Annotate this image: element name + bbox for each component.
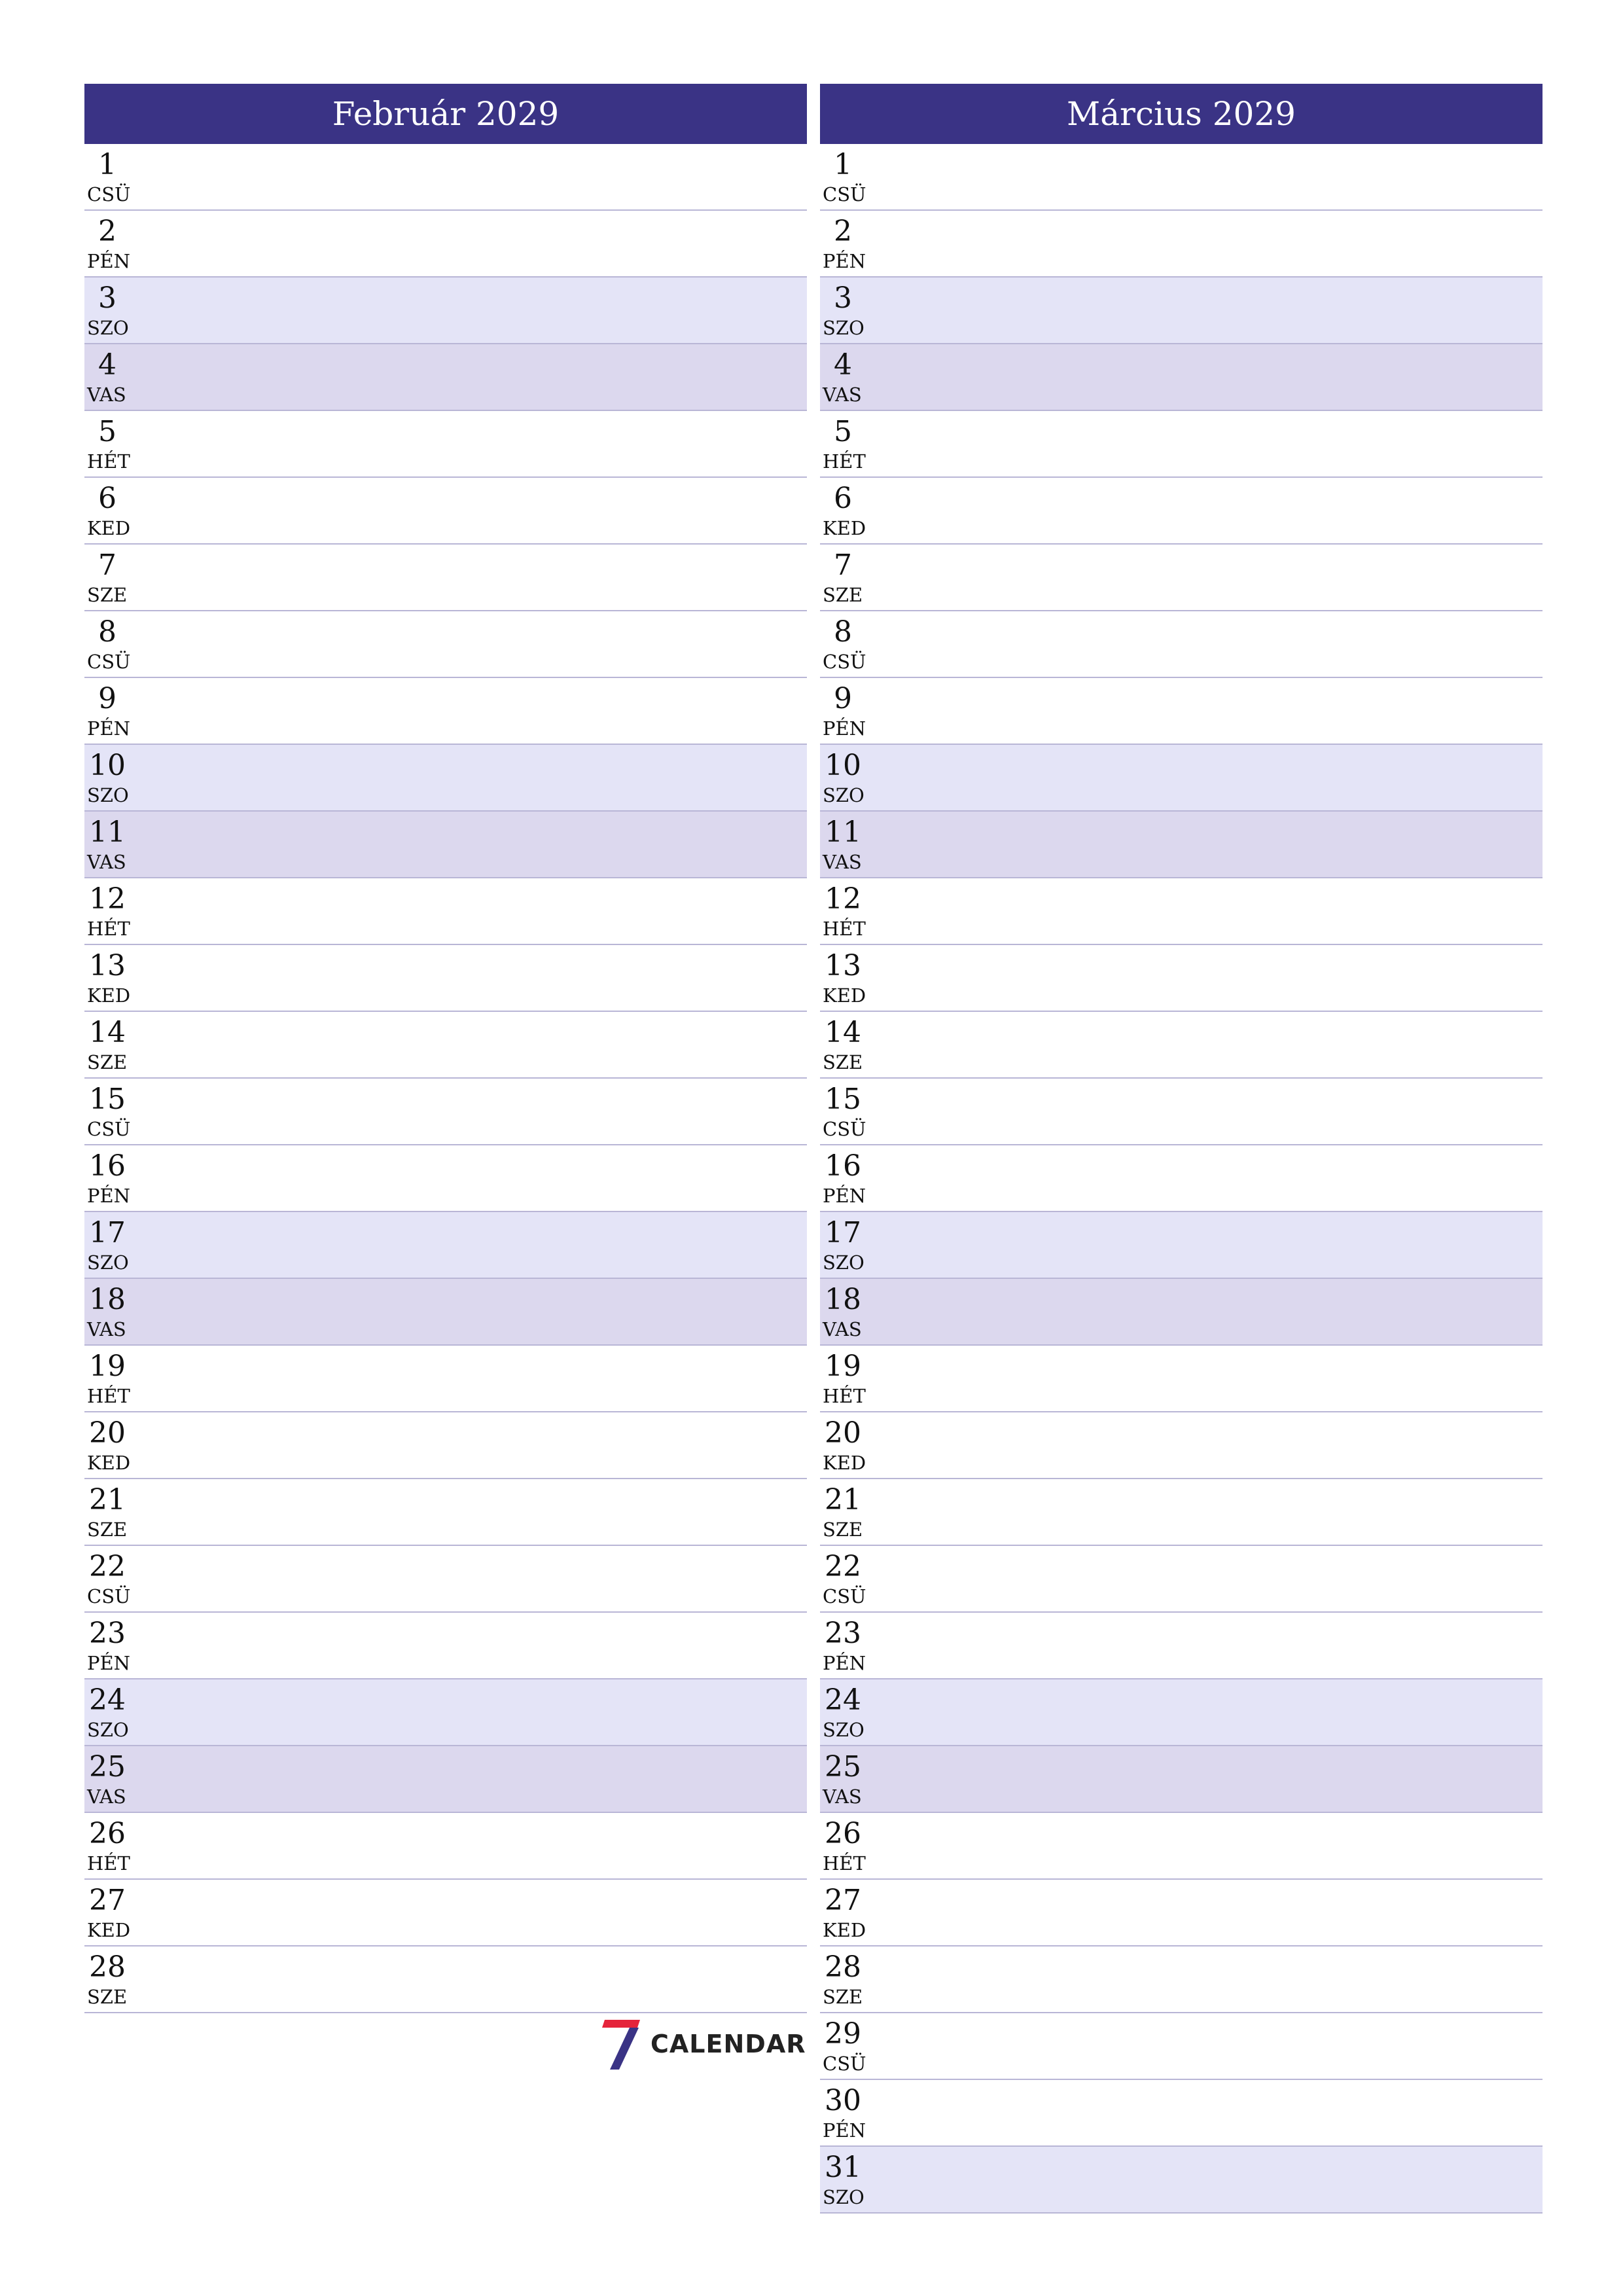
day-name: HÉT — [87, 918, 130, 940]
day-number: 14 — [89, 1016, 126, 1049]
day-row — [84, 878, 807, 945]
day-row — [820, 2080, 1543, 2147]
day-name: CSÜ — [823, 183, 866, 206]
day-row — [820, 2013, 1543, 2080]
seven-logo-icon — [602, 2017, 641, 2071]
day-name: CSÜ — [87, 1118, 131, 1140]
day-number: 16 — [89, 1149, 126, 1183]
day-name: VAS — [823, 1785, 862, 1808]
day-number: 15 — [825, 1083, 861, 1116]
day-number: 28 — [825, 1950, 861, 1984]
day-name: SZE — [87, 1518, 128, 1541]
day-row — [84, 1145, 807, 1212]
day-row — [84, 545, 807, 611]
day-row — [820, 1679, 1543, 1746]
day-name: KED — [87, 1919, 131, 1941]
day-name: SZO — [823, 784, 865, 806]
day-number: 11 — [89, 816, 126, 849]
day-number: 26 — [825, 1817, 861, 1850]
day-row — [820, 411, 1543, 478]
day-name: PÉN — [823, 1185, 866, 1207]
day-number: 4 — [98, 348, 116, 382]
day-row — [820, 1012, 1543, 1079]
day-number: 10 — [89, 749, 126, 782]
day-row — [820, 1546, 1543, 1613]
day-number: 18 — [825, 1283, 861, 1316]
day-name: VAS — [87, 1785, 126, 1808]
day-name: KED — [823, 517, 866, 539]
day-row — [820, 1412, 1543, 1479]
day-number: 28 — [89, 1950, 126, 1984]
day-name: SZE — [87, 1051, 128, 1073]
day-row — [820, 945, 1543, 1012]
day-number: 7 — [98, 548, 116, 582]
day-row — [820, 1813, 1543, 1880]
day-row — [84, 1012, 807, 1079]
day-number: 3 — [834, 281, 852, 315]
day-name: CSÜ — [823, 2053, 866, 2075]
day-row — [84, 1212, 807, 1279]
day-row — [820, 2147, 1543, 2214]
day-number: 13 — [825, 949, 861, 982]
day-name: HÉT — [823, 450, 866, 473]
day-number: 9 — [834, 682, 852, 715]
day-row — [820, 745, 1543, 812]
day-row — [84, 1546, 807, 1613]
day-name: SZO — [823, 2186, 865, 2208]
month-title: Február 2029 — [84, 84, 807, 144]
day-row — [84, 812, 807, 878]
day-row — [820, 545, 1543, 611]
day-name: VAS — [87, 851, 126, 873]
logo-text: CALENDAR — [651, 2030, 806, 2058]
day-name: KED — [87, 1452, 131, 1474]
day-row — [84, 678, 807, 745]
day-name: PÉN — [823, 1652, 866, 1674]
day-number: 27 — [89, 1884, 126, 1917]
day-row — [820, 812, 1543, 878]
day-list — [820, 144, 1543, 2214]
day-name: VAS — [87, 1318, 126, 1340]
day-number: 31 — [825, 2151, 861, 2184]
day-name: KED — [823, 1919, 866, 1941]
day-number: 20 — [89, 1416, 126, 1450]
day-name: HÉT — [87, 450, 130, 473]
day-name: CSÜ — [87, 183, 131, 206]
day-row — [820, 678, 1543, 745]
day-number: 1 — [834, 148, 852, 181]
day-number: 18 — [89, 1283, 126, 1316]
day-number: 15 — [89, 1083, 126, 1116]
day-name: CSÜ — [823, 1118, 866, 1140]
day-name: CSÜ — [87, 1585, 131, 1607]
day-number: 9 — [98, 682, 116, 715]
day-name: SZO — [87, 317, 129, 339]
day-name: HÉT — [87, 1385, 130, 1407]
day-row — [820, 1613, 1543, 1679]
day-name: SZO — [87, 1719, 129, 1741]
day-row — [84, 611, 807, 678]
day-name: SZE — [823, 1051, 863, 1073]
day-name: CSÜ — [87, 651, 131, 673]
day-row — [820, 344, 1543, 411]
day-row — [820, 878, 1543, 945]
day-number: 25 — [89, 1750, 126, 1784]
day-number: 12 — [89, 882, 126, 916]
day-row — [84, 1613, 807, 1679]
day-name: PÉN — [87, 1652, 131, 1674]
day-name: CSÜ — [823, 651, 866, 673]
month-title: Március 2029 — [820, 84, 1543, 144]
day-number: 30 — [825, 2084, 861, 2117]
day-name: SZO — [87, 1251, 129, 1274]
day-number: 27 — [825, 1884, 861, 1917]
day-number: 10 — [825, 749, 861, 782]
day-name: CSÜ — [823, 1585, 866, 1607]
day-name: SZE — [87, 584, 128, 606]
day-number: 14 — [825, 1016, 861, 1049]
day-row — [84, 211, 807, 278]
day-number: 8 — [98, 615, 116, 649]
day-name: HÉT — [823, 1385, 866, 1407]
day-row — [820, 1145, 1543, 1212]
day-name: HÉT — [823, 918, 866, 940]
day-name: PÉN — [823, 2119, 866, 2142]
month-february — [84, 84, 807, 2013]
day-number: 22 — [89, 1550, 126, 1583]
day-row — [84, 1079, 807, 1145]
day-row — [820, 1279, 1543, 1346]
day-number: 11 — [825, 816, 861, 849]
day-row — [820, 211, 1543, 278]
day-number: 16 — [825, 1149, 861, 1183]
day-number: 2 — [834, 215, 852, 248]
day-name: SZE — [823, 584, 863, 606]
day-number: 12 — [825, 882, 861, 916]
day-row — [820, 1746, 1543, 1813]
day-name: SZE — [87, 1986, 128, 2008]
day-number: 7 — [834, 548, 852, 582]
day-name: SZO — [87, 784, 129, 806]
day-number: 3 — [98, 281, 116, 315]
day-number: 20 — [825, 1416, 861, 1450]
day-row — [84, 411, 807, 478]
day-row — [84, 344, 807, 411]
day-number: 5 — [98, 415, 116, 448]
day-number: 26 — [89, 1817, 126, 1850]
day-number: 4 — [834, 348, 852, 382]
day-row — [820, 1880, 1543, 1946]
day-row — [820, 1479, 1543, 1546]
day-row — [84, 745, 807, 812]
day-name: KED — [87, 517, 131, 539]
day-number: 23 — [89, 1617, 126, 1650]
day-list — [84, 144, 807, 2013]
day-row — [84, 1946, 807, 2013]
day-number: 17 — [89, 1216, 126, 1249]
day-number: 24 — [825, 1683, 861, 1717]
day-name: KED — [823, 984, 866, 1007]
day-name: SZO — [823, 1719, 865, 1741]
day-row — [820, 144, 1543, 211]
day-number: 1 — [98, 148, 116, 181]
day-row — [84, 1346, 807, 1412]
calendar-logo — [602, 2017, 806, 2071]
day-row — [820, 1346, 1543, 1412]
day-row — [820, 478, 1543, 545]
day-number: 29 — [825, 2017, 861, 2051]
day-row — [820, 1079, 1543, 1145]
day-row — [84, 1813, 807, 1880]
day-number: 6 — [98, 482, 116, 515]
day-name: SZE — [823, 1986, 863, 2008]
day-number: 24 — [89, 1683, 126, 1717]
day-name: SZO — [823, 1251, 865, 1274]
day-number: 8 — [834, 615, 852, 649]
day-name: VAS — [823, 851, 862, 873]
day-row — [84, 1746, 807, 1813]
day-number: 23 — [825, 1617, 861, 1650]
day-row — [820, 1946, 1543, 2013]
day-row — [84, 1880, 807, 1946]
day-number: 21 — [89, 1483, 126, 1516]
day-row — [84, 1412, 807, 1479]
day-name: PÉN — [87, 717, 131, 740]
day-number: 19 — [89, 1350, 126, 1383]
day-number: 17 — [825, 1216, 861, 1249]
day-number: 25 — [825, 1750, 861, 1784]
day-row — [820, 278, 1543, 344]
day-row — [820, 1212, 1543, 1279]
day-number: 13 — [89, 949, 126, 982]
day-row — [84, 478, 807, 545]
day-name: PÉN — [823, 717, 866, 740]
day-name: HÉT — [87, 1852, 130, 1874]
day-name: PÉN — [823, 250, 866, 272]
day-name: PÉN — [87, 250, 131, 272]
day-row — [84, 1479, 807, 1546]
day-number: 21 — [825, 1483, 861, 1516]
day-name: HÉT — [823, 1852, 866, 1874]
month-march — [820, 84, 1543, 2214]
day-number: 22 — [825, 1550, 861, 1583]
day-name: KED — [823, 1452, 866, 1474]
day-row — [84, 945, 807, 1012]
day-row — [84, 1279, 807, 1346]
day-name: KED — [87, 984, 131, 1007]
day-row — [84, 278, 807, 344]
day-number: 5 — [834, 415, 852, 448]
day-number: 6 — [834, 482, 852, 515]
day-name: PÉN — [87, 1185, 131, 1207]
day-row — [84, 1679, 807, 1746]
day-name: VAS — [823, 384, 862, 406]
day-name: VAS — [87, 384, 126, 406]
day-name: VAS — [823, 1318, 862, 1340]
day-row — [820, 611, 1543, 678]
day-number: 2 — [98, 215, 116, 248]
day-name: SZO — [823, 317, 865, 339]
day-row — [84, 144, 807, 211]
day-number: 19 — [825, 1350, 861, 1383]
day-name: SZE — [823, 1518, 863, 1541]
